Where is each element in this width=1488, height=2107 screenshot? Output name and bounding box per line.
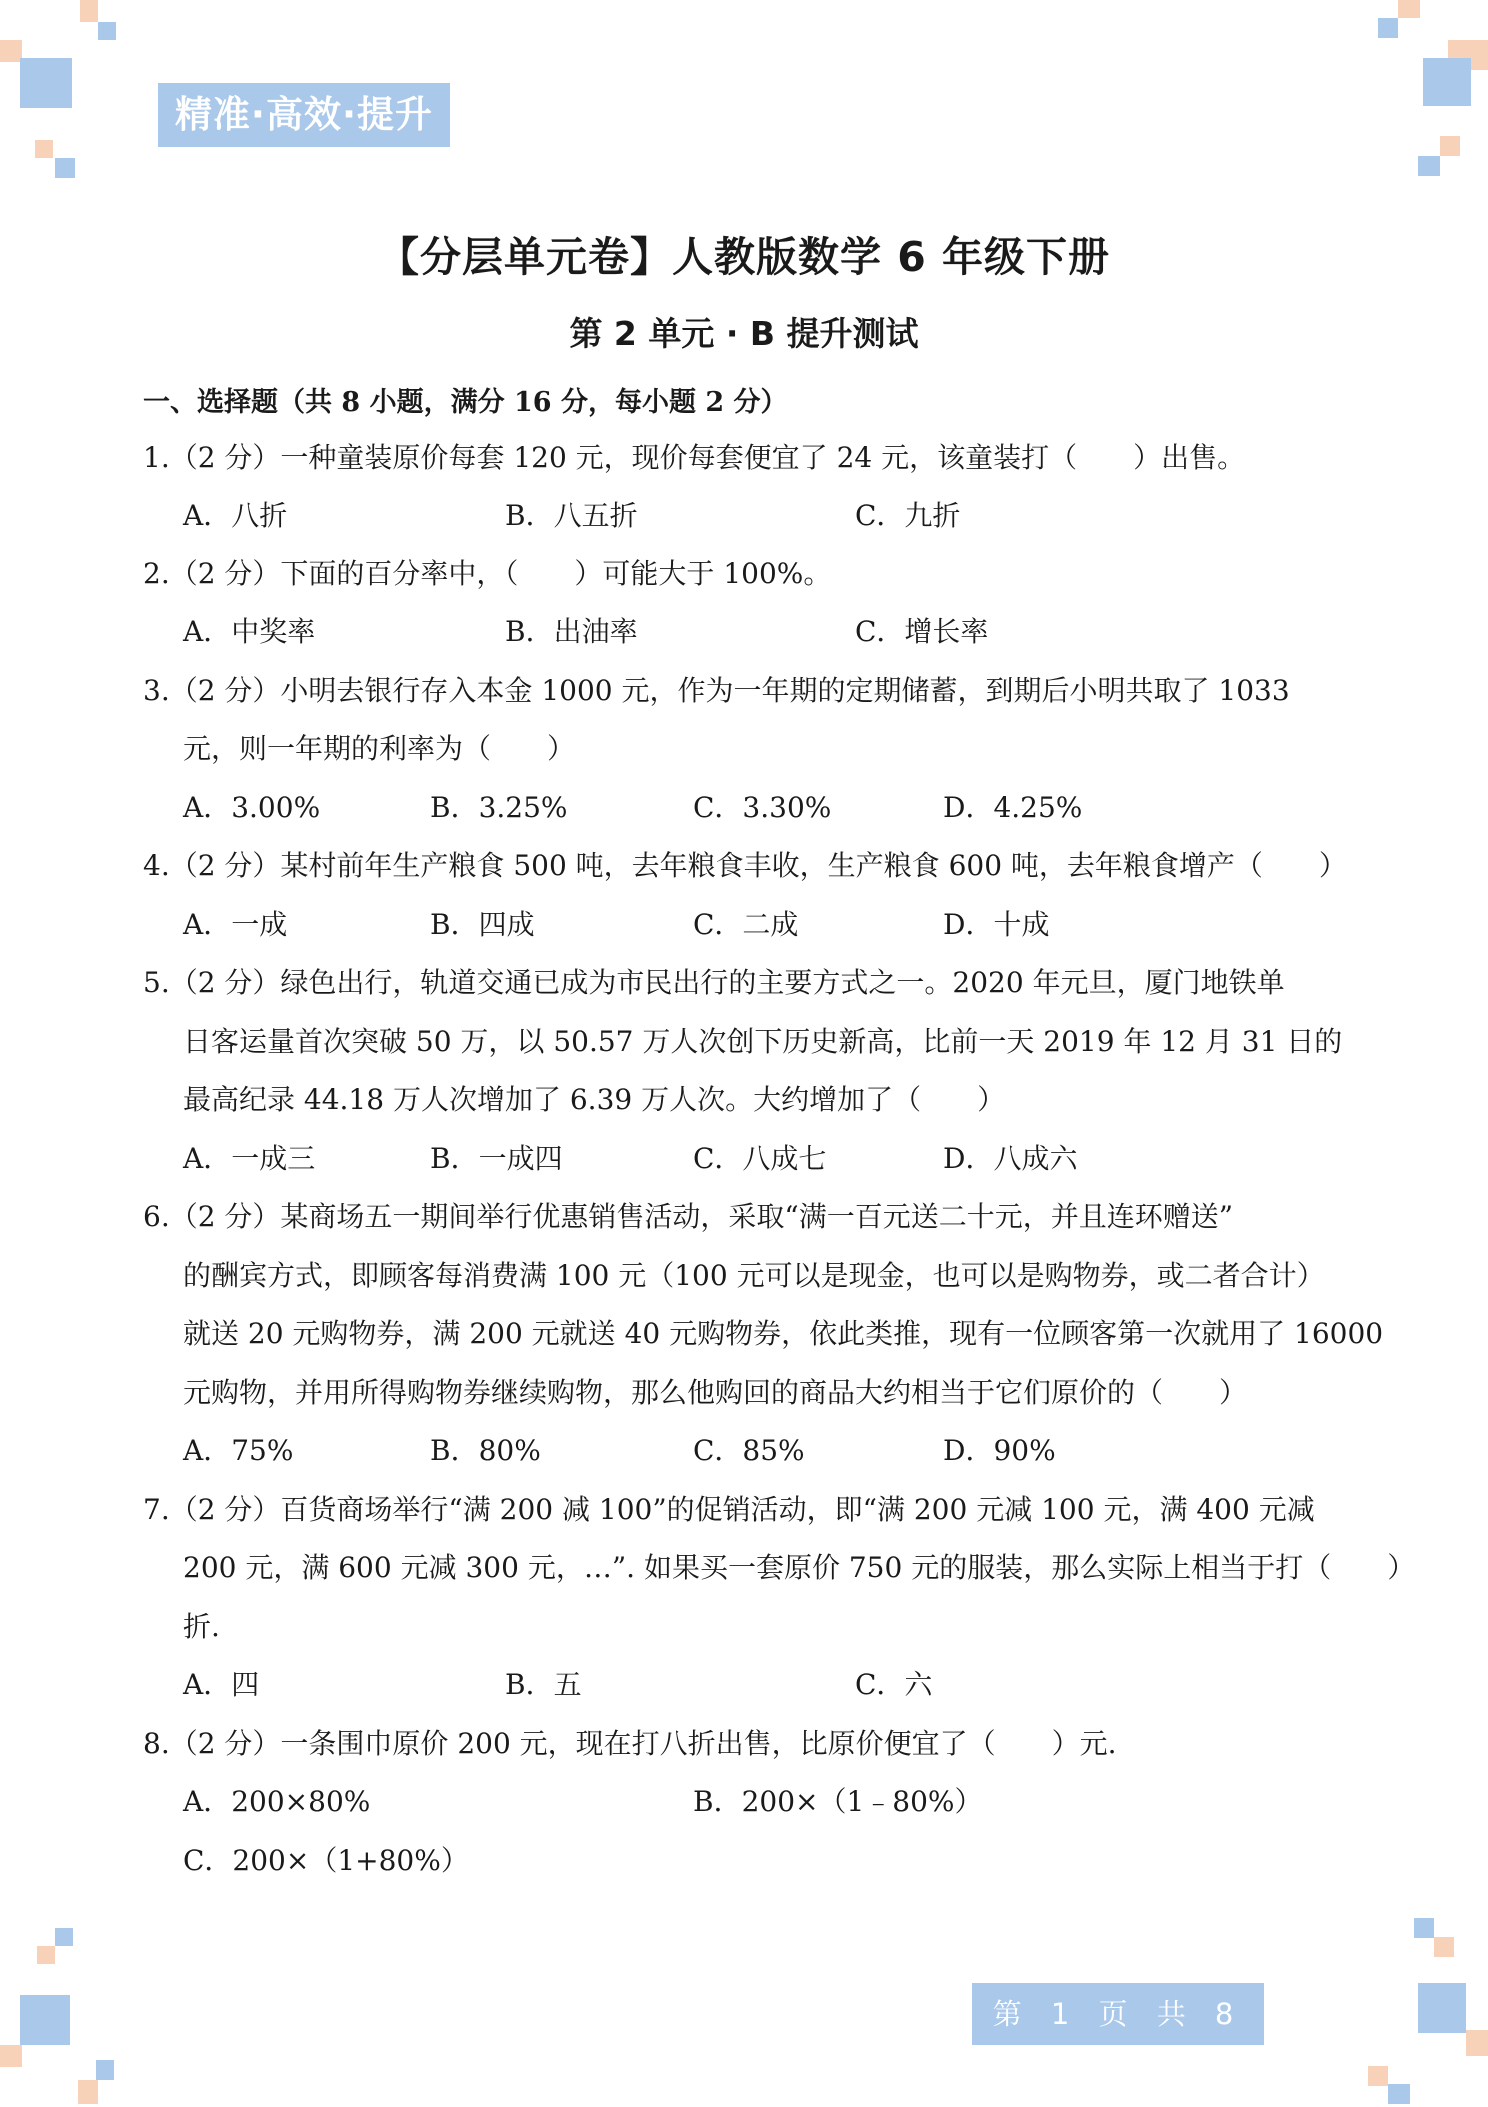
- option-d: D．90%: [943, 1434, 1056, 1467]
- question-text: 7.（2 分）百货商场举行“满 200 减 100”的促销活动，即“满 200 元减 100 元，满 400 元减: [143, 1493, 1315, 1526]
- question-text-cont: 折.: [183, 1610, 220, 1643]
- option-a: A．中奖率: [183, 615, 316, 648]
- option-b: B．3.25%: [430, 791, 568, 824]
- question-text: 5.（2 分）绿色出行，轨道交通已成为市民出行的主要方式之一。2020 年元旦，厦门地铁单: [143, 966, 1285, 999]
- question-text: 2.（2 分）下面的百分率中，（ ）可能大于 100%。: [143, 557, 832, 590]
- question-text-cont: 日客运量首次突破 50 万，以 50.57 万人次创下历史新高，比前一天 2019 年 12 月 31 日的: [183, 1025, 1343, 1058]
- question-text-cont: 200 元，满 600 元减 300 元，…”. 如果买一套原价 750 元的服装，那么实际上相当于打（ ）: [183, 1551, 1416, 1584]
- option-a: A．3.00%: [183, 791, 321, 824]
- question-text-cont: 的酬宾方式，即顾客每消费满 100 元（100 元可以是现金，也可以是购物券，或二者合计）: [183, 1259, 1325, 1292]
- option-b: B．出油率: [505, 615, 638, 648]
- page-subtitle: 第 2 单元 · B 提升测试: [569, 314, 919, 353]
- question-text-cont: 元购物，并用所得购物券继续购物，那么他购回的商品大约相当于它们原价的（ ）: [183, 1376, 1248, 1409]
- question-text: 6.（2 分）某商场五一期间举行优惠销售活动，采取“满一百元送二十元，并且连环赠送”: [143, 1200, 1234, 1233]
- question-text-cont: 元，则一年期的利率为（ ）: [183, 732, 576, 765]
- question-text: 3.（2 分）小明去银行存入本金 1000 元，作为一年期的定期储蓄，到期后小明共取了 1033: [143, 674, 1290, 707]
- option-d: D．4.25%: [943, 791, 1083, 824]
- option-c: C．85%: [693, 1434, 805, 1467]
- option-b: B．四成: [430, 908, 535, 941]
- question-text: 1.（2 分）一种童装原价每套 120 元，现价每套便宜了 24 元，该童装打（ ）出售。: [143, 441, 1246, 474]
- question-text: 4.（2 分）某村前年生产粮食 500 吨，去年粮食丰收，生产粮食 600 吨，去年粮食增产（ ）: [143, 849, 1347, 882]
- option-c: C．八成七: [693, 1142, 827, 1175]
- option-b: B．五: [505, 1668, 582, 1701]
- option-a: A．八折: [183, 499, 288, 532]
- option-c: C．200×（1+80%）: [183, 1844, 469, 1877]
- option-c: C．二成: [693, 908, 799, 941]
- question-text: 8.（2 分）一条围巾原价 200 元，现在打八折出售，比原价便宜了（ ）元.: [143, 1727, 1117, 1760]
- question-text-cont: 最高纪录 44.18 万人次增加了 6.39 万人次。大约增加了（ ）: [183, 1083, 1006, 1116]
- option-c: C．增长率: [855, 615, 989, 648]
- option-a: A．200×80%: [183, 1785, 371, 1818]
- option-b: B．200×（1﹣80%）: [693, 1785, 983, 1818]
- option-b: B．八五折: [505, 499, 638, 532]
- page-number: 第 1 页 共 8 页: [972, 1983, 1264, 2045]
- option-c: C．九折: [855, 499, 961, 532]
- option-a: A．四: [183, 1668, 260, 1701]
- option-d: D．八成六: [943, 1142, 1078, 1175]
- brand-banner: 精准·高效·提升: [158, 83, 450, 147]
- option-c: C．六: [855, 1668, 933, 1701]
- option-b: B．一成四: [430, 1142, 563, 1175]
- option-c: C．3.30%: [693, 791, 832, 824]
- question-text-cont: 就送 20 元购物券，满 200 元就送 40 元购物券，依此类推，现有一位顾客第一次就用了 16000: [183, 1317, 1384, 1350]
- option-a: A．一成三: [183, 1142, 316, 1175]
- page-title: 【分层单元卷】人教版数学 6 年级下册: [377, 233, 1111, 281]
- option-a: A．一成: [183, 908, 288, 941]
- option-a: A．75%: [183, 1434, 294, 1467]
- section-heading: 一、选择题（共 8 小题，满分 16 分，每小题 2 分）: [143, 387, 788, 418]
- option-b: B．80%: [430, 1434, 541, 1467]
- option-d: D．十成: [943, 908, 1050, 941]
